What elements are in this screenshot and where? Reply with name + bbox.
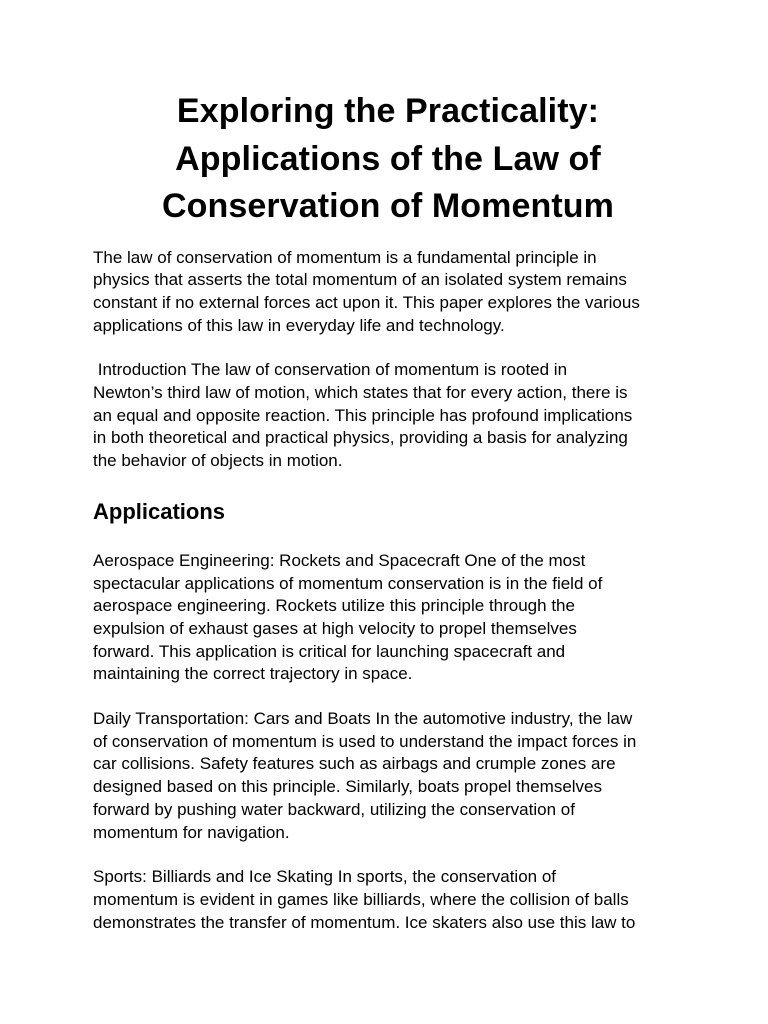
text-line: constant if no external forces act upon it. This paper explores the various	[93, 292, 640, 312]
sports-paragraph	[93, 866, 683, 934]
abstract-paragraph	[93, 247, 683, 338]
introduction-paragraph	[93, 359, 683, 473]
text-line: Aerospace Engineering: Rockets and Spacecraft One of the most	[93, 550, 586, 570]
document-page	[93, 88, 683, 934]
text-line: in both theoretical and practical physics, providing a basis for analyzing	[93, 428, 628, 448]
text-line: Newton’s third law of motion, which states that for every action, there is	[93, 383, 628, 403]
title-line: Exploring the Practicality:	[176, 92, 600, 130]
text-line: forward. This application is critical for launching spacecraft and	[93, 641, 566, 661]
document-title	[93, 88, 683, 231]
text-line: forward by pushing water backward, utilizing the conservation of	[93, 799, 575, 819]
section-heading-applications: Applications	[93, 498, 226, 524]
transportation-paragraph	[93, 708, 683, 844]
text-line: maintaining the correct trajectory in space.	[93, 664, 413, 684]
text-line: The law of conservation of momentum is a fundamental principle in	[93, 247, 597, 267]
aerospace-paragraph	[93, 550, 683, 686]
text-line: momentum for navigation.	[93, 822, 290, 842]
title-line: Conservation of Momentum	[162, 187, 614, 225]
text-line: Sports: Billiards and Ice Skating In sports, the conservation of	[93, 867, 557, 887]
text-line: aerospace engineering. Rockets utilize this principle through the	[93, 596, 575, 616]
text-line: Introduction The law of conservation of momentum is rooted in	[93, 360, 568, 380]
text-line: momentum is evident in games like billiards, where the collision of balls	[93, 889, 629, 909]
text-line: an equal and opposite reaction. This principle has profound implications	[93, 405, 633, 425]
title-line: Applications of the Law of	[175, 139, 601, 178]
text-line: of conservation of momentum is used to understand the impact forces in	[93, 731, 637, 751]
text-line: physics that asserts the total momentum of an isolated system remains	[93, 270, 627, 290]
text-line: demonstrates the transfer of momentum. Ice skaters also use this law to	[93, 912, 636, 932]
text-line: the behavior of objects in motion.	[93, 451, 343, 471]
text-line: applications of this law in everyday life and technology.	[93, 315, 505, 335]
text-line: expulsion of exhaust gases at high velocity to propel themselves	[93, 618, 577, 638]
text-line: designed based on this principle. Similarly, boats propel themselves	[93, 777, 603, 797]
text-line: Daily Transportation: Cars and Boats In the automotive industry, the law	[93, 709, 633, 729]
text-line: spectacular applications of momentum conservation is in the field of	[93, 573, 603, 593]
text-line: car collisions. Safety features such as airbags and crumple zones are	[93, 754, 616, 774]
